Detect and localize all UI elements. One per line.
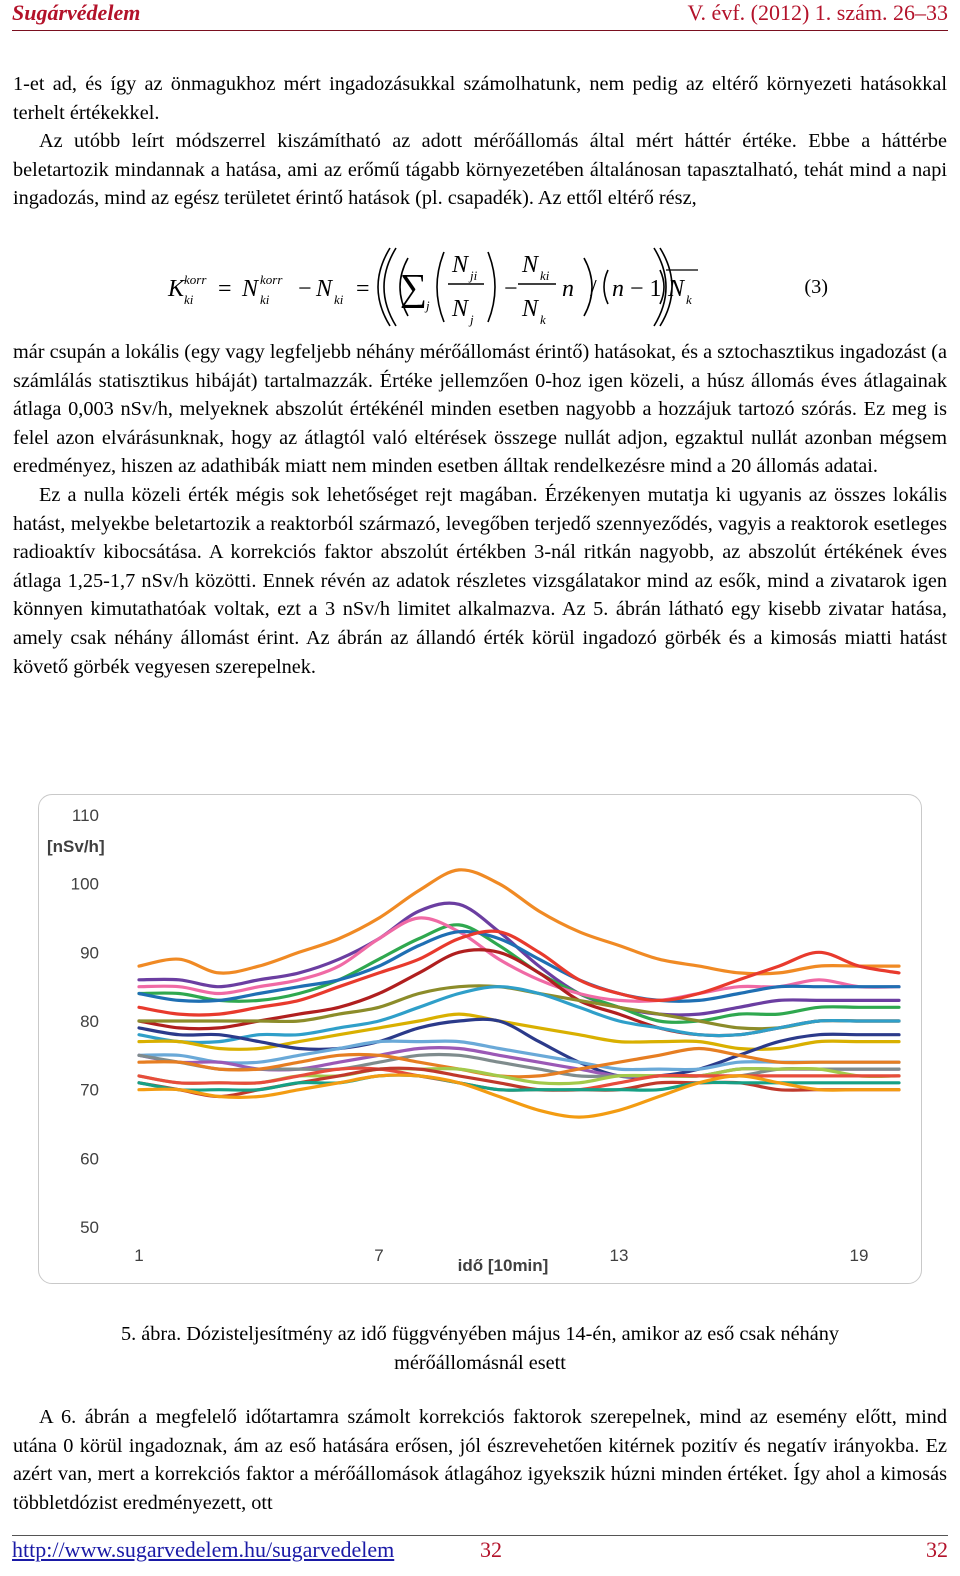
equation-number: (3)	[804, 276, 828, 298]
svg-text:ji: ji	[470, 268, 478, 283]
svg-text:N: N	[668, 276, 685, 302]
paragraph: Az utóbb leírt módszerrel kiszámítható az adott mérőállomás által mért háttér értéke. Ebbe a háttérbe beletartozik mindannak a hatása, ami az erőmű tágabb környezetében általánosan tapasztalható, tehát mind a napi ingadozás, mind az egész területet érintő hatások (pl. csapadék). Az ettől eltérő rész,	[13, 130, 947, 210]
svg-text:ki: ki	[334, 292, 344, 307]
svg-text:N: N	[522, 296, 539, 322]
caption-line: mérőállomásnál esett	[394, 1352, 566, 1374]
journal-title: Sugárvédelem	[12, 0, 141, 25]
svg-text:=: =	[218, 276, 232, 302]
y-tick-label: 50	[80, 1218, 99, 1237]
svg-text:korr: korr	[184, 272, 207, 287]
y-tick-label: 80	[80, 1012, 99, 1031]
y-tick-label: 90	[80, 943, 99, 963]
svg-text:ki: ki	[184, 292, 194, 307]
x-tick-label: 19	[849, 1246, 869, 1265]
svg-text:−: −	[504, 276, 518, 302]
svg-text:ki: ki	[540, 268, 550, 283]
journal-link[interactable]: http://www.sugarvedelem.hu/sugarvedelem	[12, 1537, 395, 1562]
svg-text:n: n	[562, 276, 574, 302]
caption-line: 5. ábra. Dózisteljesítmény az idő függvényében május 14-én, amikor az eső csak néhány	[120, 1323, 840, 1345]
figure-caption	[13, 1320, 947, 1378]
svg-text:=: =	[356, 276, 370, 302]
text-block-bottom	[13, 1403, 947, 1517]
x-tick-label: 7	[374, 1246, 384, 1265]
header-divider	[12, 30, 948, 31]
paragraph: A 6. ábrán a megfelelő időtartamra számolt korrekciós faktorok szerepelnek, mind az esemény előtt, mind utána 0 körül ingadoznak, ám az eső hatására erősen, jól észrevehetően kitérnek pozitív és negatív irányokba. Ez azért van, mert a korrekciós faktor a mérőállomások átlagához igyekszik húzni minden értéket. Így ahol a kimosás többletdózist eredményezett, ott	[13, 1406, 947, 1514]
svg-text:−: −	[298, 276, 312, 302]
svg-text:K: K	[168, 276, 185, 302]
page-number-right: 32	[926, 1537, 948, 1562]
svg-text:n: n	[612, 276, 624, 302]
paragraph: már csupán a lokális (egy vagy legfeljebb néhány mérőállomást érintő) hatásokat, és a sztochasztikus ingadozást (a számlálás statisztikus hibáját) tartalmazzák. Értéke jellemzően 0-hoz igen közeli, a húsz állomás éves átlagainak átlaga 0,003 nSv/h, melyeknek abszolút értékénél minden esetben nagyobb a hozzájuk tartozó szórás. Ez meg is felel azon elvárásunknak, hogy az átlagtól való eltérések összege nullát adjon, egzaktul nullát azonban mégsem eredményez, hiszen az adathibák miatt nem minden esetben álltak rendelkezésre mind a 20 állomás adatai.	[13, 341, 947, 478]
text-block-middle	[13, 338, 947, 681]
text-block-top	[13, 70, 947, 213]
y-tick-label: 70	[80, 1080, 99, 1100]
line-chart	[39, 795, 921, 1283]
svg-text:/: /	[590, 276, 597, 302]
svg-text:j: j	[426, 298, 430, 313]
svg-text:korr: korr	[260, 272, 283, 287]
svg-text:∑: ∑	[400, 267, 428, 309]
svg-text:N: N	[316, 276, 333, 302]
page-number: 32	[480, 1537, 502, 1562]
svg-text:N: N	[452, 252, 469, 278]
x-axis-label: idő [10min]	[457, 1256, 549, 1275]
page-footer	[12, 1537, 948, 1569]
footer-divider	[12, 1535, 948, 1536]
x-tick-label: 13	[609, 1246, 629, 1265]
svg-text:N: N	[452, 296, 469, 322]
y-tick-label: 110	[71, 806, 99, 825]
y-tick-label: 100	[70, 874, 99, 894]
svg-text:− 1: − 1	[630, 276, 662, 302]
svg-text:N: N	[242, 276, 259, 302]
svg-text:k: k	[540, 312, 546, 327]
figure-5-chart	[38, 794, 922, 1284]
y-tick-label: 60	[80, 1149, 99, 1169]
paragraph: Ez a nulla közeli érték mégis sok lehetőséget rejt magában. Érzékenyen mutatja ki ugyanis az összes lokális hatást, melyekbe beletartozik a reaktorból származó, levegőben terjedő szennyeződés, vagyis a reaktorok esetleges radioaktív kibocsátása. A korrekciós faktor abszolút értékben 3-nál ritkán nagyobb, az abszolút értékének éves átlaga 1,25-1,7 nSv/h közötti. Ennek révén az adatok részletes vizsgálatakor mind az esők, mind a zivatarok igen könnyen kimutathatóak voltak, ezt a 3 nSv/h limitet alkalmazva. Az 5. ábrán látható egy kisebb zivatar hatása, amely csak néhány állomást érint. Az ábrán az állandó érték körül ingadozó görbék és a kimosás miatti hatást követő görbék vegyesen szerepelnek.	[13, 483, 947, 678]
page-header	[12, 0, 948, 30]
svg-text:ki: ki	[260, 292, 270, 307]
svg-text:j: j	[470, 312, 474, 327]
equation-3	[160, 244, 850, 330]
issue-info: V. évf. (2012) 1. szám. 26–33	[687, 0, 948, 25]
svg-text:k: k	[686, 292, 692, 307]
x-tick-label: 1	[134, 1246, 144, 1265]
y-axis-label: [nSv/h]	[47, 837, 105, 856]
svg-text:N: N	[522, 252, 539, 278]
paragraph: 1-et ad, és így az önmagukhoz mért ingadozásukkal számolhatunk, nem pedig az eltérő környezeti hatásokkal terhelt értékekkel.	[13, 73, 947, 124]
